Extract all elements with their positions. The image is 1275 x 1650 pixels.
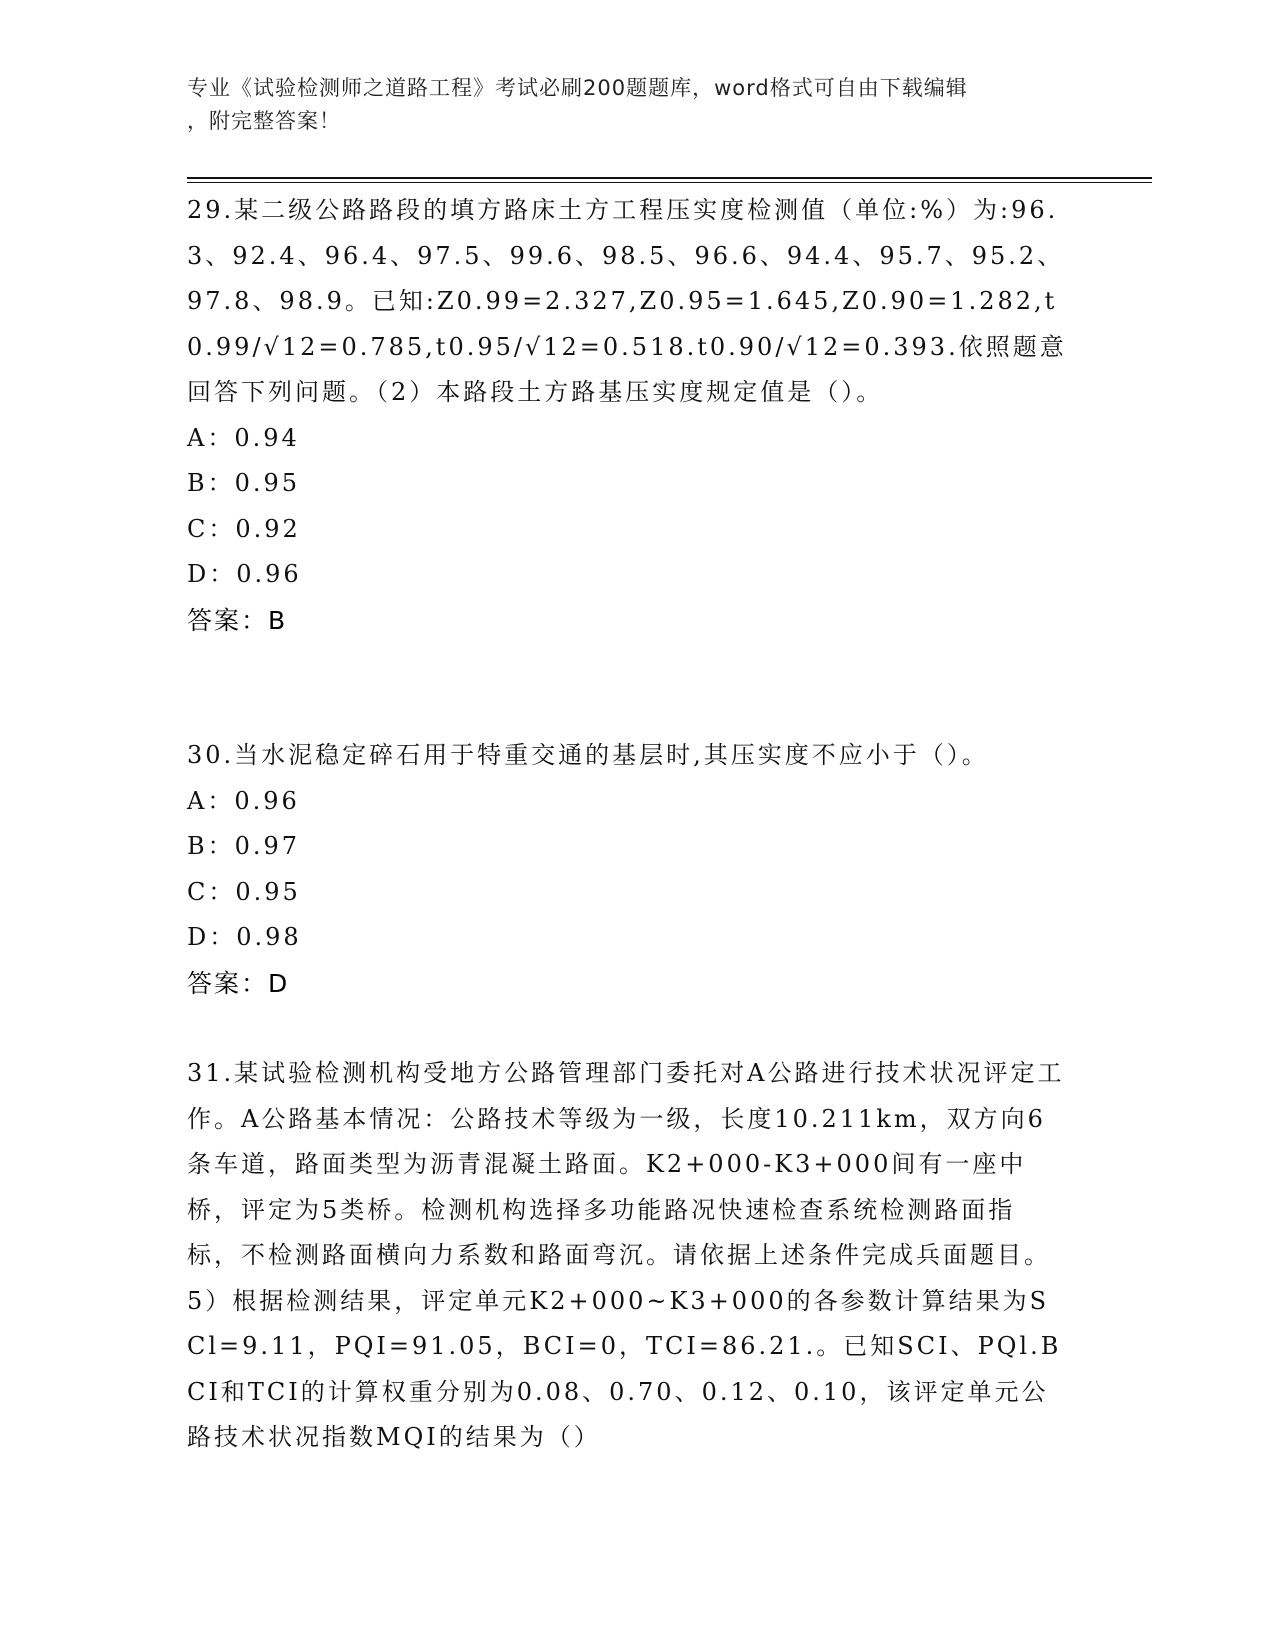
header-divider-thin <box>187 182 1152 183</box>
option-a: A：0.96 <box>187 786 300 815</box>
question-30 <box>187 733 1067 1006</box>
option-c: C：0.92 <box>187 514 301 543</box>
option-a: A：0.94 <box>187 423 300 452</box>
question-text: 30.当水泥稳定碎石用于特重交通的基层时,其压实度不应小于（）。 <box>187 741 989 769</box>
option-b: B：0.97 <box>187 832 301 860</box>
question-29 <box>187 188 1067 643</box>
option-b: B：0.95 <box>187 469 301 497</box>
header-title-line-1: 专业《试验检测师之道路工程》考试必刷200题题库，word格式可自由下载编辑 <box>187 76 968 100</box>
answer-line: 答案：D <box>187 968 290 998</box>
header-divider-thick <box>187 177 1152 179</box>
question-text: 29.某二级公路路段的填方路床土方工程压实度检测值（单位:%）为:96.3、92.4、96.4、97.5、99.6、98.5、96.6、94.4、95.7、95.2、97.8、98.9。已知:Z0.99=2.327,Z0.95=1.645,Z0.90=1.282,t0.99/√12=0.785,t0.95/√12=0.518.t0.90/√12=0.393.依照题意回答下列问题。（2）本路段土方路基压实度规定值是（）。 <box>187 196 1067 406</box>
option-c: C：0.95 <box>187 877 301 906</box>
document-header <box>187 72 1067 138</box>
option-d: D：0.96 <box>187 560 302 588</box>
question-text: 31.某试验检测机构受地方公路管理部门委托对A公路进行技术状况评定工作。A公路基本情况：公路技术等级为一级，长度10.211km，双方向6条车道，路面类型为沥青混凝土路面。K2+000-K3+000间有一座中桥，评定为5类桥。检测机构选择多功能路况快速检查系统检测路面指标，不检测路面横向力系数和路面弯沉。请依据上述条件完成兵面题目。5）根据检测结果，评定单元K2+000~K3+000的各参数计算结果为SCl=9.11，PQI=91.05，BCI=0，TCI=86.21.。已知SCI、PQl.BCI和TCI的计算权重分别为0.08、0.70、0.12、0.10，该评定单元公路技术状况指数MQI的结果为（） <box>187 1059 1065 1451</box>
option-d: D：0.98 <box>187 923 302 951</box>
header-title-line-2: ，附完整答案！ <box>187 109 341 133</box>
question-31 <box>187 1051 1067 1461</box>
answer-line: 答案：B <box>187 605 288 635</box>
